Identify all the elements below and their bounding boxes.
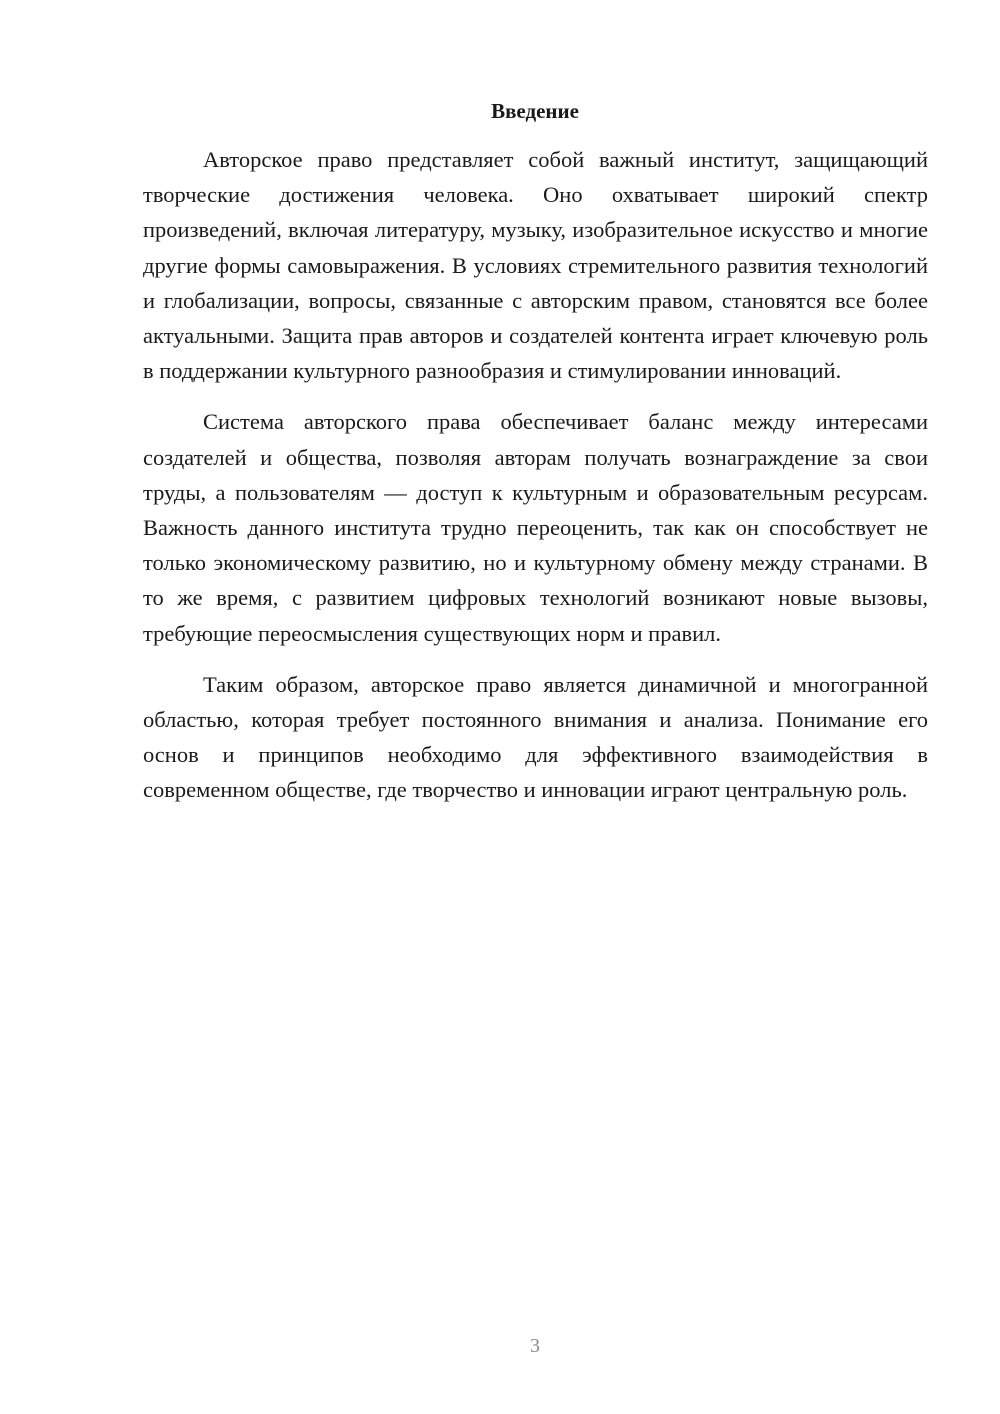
body-text bbox=[143, 142, 928, 808]
page-number: 3 bbox=[530, 1335, 540, 1357]
paragraph: Таким образом, авторское право является динамичной и многогранной областью, которая требует постоянного внимания и анализа. Понимание его основ и принципов необходимо для эффективного взаимодействия в современном обществе, где творчество и инновации играют центральную роль. bbox=[143, 671, 928, 803]
paragraph: Авторское право представляет собой важный институт, защищающий творческие достижения человека. Оно охватывает широкий спектр произведений, включая литературу, музыку, изобразительное искусство и многие другие формы самовыражения. В условиях стремительного развития технологий и глобализации, вопросы, связанные с авторским правом, становятся все более актуальными. Защита прав авторов и создателей контента играет ключевую роль в поддержании культурного разнообразия и стимулировании инноваций. bbox=[143, 147, 928, 384]
section-heading: Введение bbox=[491, 99, 579, 123]
paragraph: Система авторского права обеспечивает баланс между интересами создателей и общества, позволяя авторам получать вознаграждение за свои труды, а пользователям — доступ к культурным и образовательным ресурсам. Важность данного института трудно переоценить, так как он способствует не только экономическому развитию, но и культурному обмену между странами. В то же время, с развитием цифровых технологий возникают новые вызовы, требующие переосмысления существующих норм и правил. bbox=[143, 409, 928, 646]
